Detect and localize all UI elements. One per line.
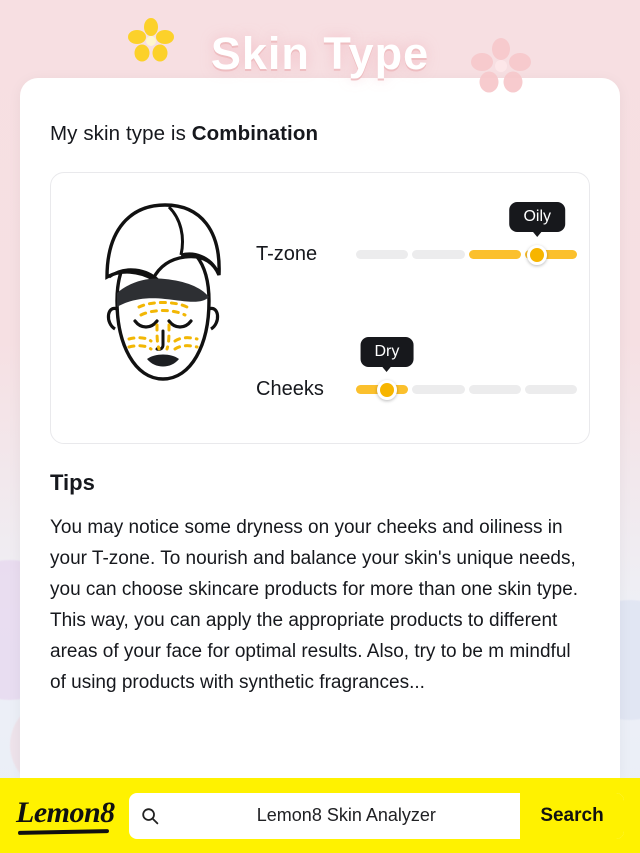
- search-icon: [141, 807, 159, 825]
- slider-group: [256, 173, 577, 443]
- skin-type-prefix: My skin type is: [50, 122, 192, 145]
- logo-underline: [18, 829, 109, 835]
- pink-flower-icon: [470, 38, 532, 99]
- skin-analysis-panel: [50, 172, 590, 444]
- skin-type-card: [20, 78, 620, 778]
- bottom-search-bar: [0, 778, 640, 853]
- slider-segment: [412, 250, 464, 259]
- slider-segment: [412, 385, 464, 394]
- skin-type-statement: [50, 122, 590, 146]
- slider-segment: [469, 385, 521, 394]
- skin-type-value: Combination: [191, 122, 319, 145]
- slider-row-tzone: [256, 208, 577, 266]
- slider-segment-filled: [469, 250, 521, 259]
- tips-body: You may notice some dryness on your cheeks and oiliness in your T-zone. To nourish and balance your skin's unique needs, you can choose skincare products for more than one skin type. This way, you can apply the appropriate products to different areas of your face for optimal results. Also, try to be m mindful of using products with synthetic fragrances...: [50, 517, 579, 693]
- slider-knob-cheeks[interactable]: [377, 380, 397, 400]
- slider-track-cheeks[interactable]: [356, 343, 577, 394]
- lemon8-logo[interactable]: [16, 796, 115, 836]
- slider-segment: [356, 250, 408, 259]
- slider-segment: [525, 385, 577, 394]
- page-title: Skin Type: [210, 28, 430, 79]
- search-button[interactable]: Search: [520, 793, 624, 839]
- lemon8-logo-text: Lemon8: [16, 795, 115, 829]
- slider-tooltip-cheeks: Dry: [360, 337, 413, 367]
- tips-heading: Tips: [50, 470, 95, 495]
- yellow-flower-icon: [128, 18, 174, 69]
- slider-track-tzone[interactable]: [356, 208, 577, 259]
- face-illustration: [73, 189, 253, 434]
- slider-label-cheeks: Cheeks: [256, 378, 324, 400]
- search-input[interactable]: Lemon8 Skin Analyzer: [256, 805, 436, 825]
- slider-row-cheeks: [256, 343, 577, 401]
- slider-knob-tzone[interactable]: [527, 245, 547, 265]
- slider-tooltip-tzone: Oily: [509, 202, 565, 232]
- search-box[interactable]: [129, 793, 624, 839]
- slider-label-tzone: T-zone: [256, 243, 318, 265]
